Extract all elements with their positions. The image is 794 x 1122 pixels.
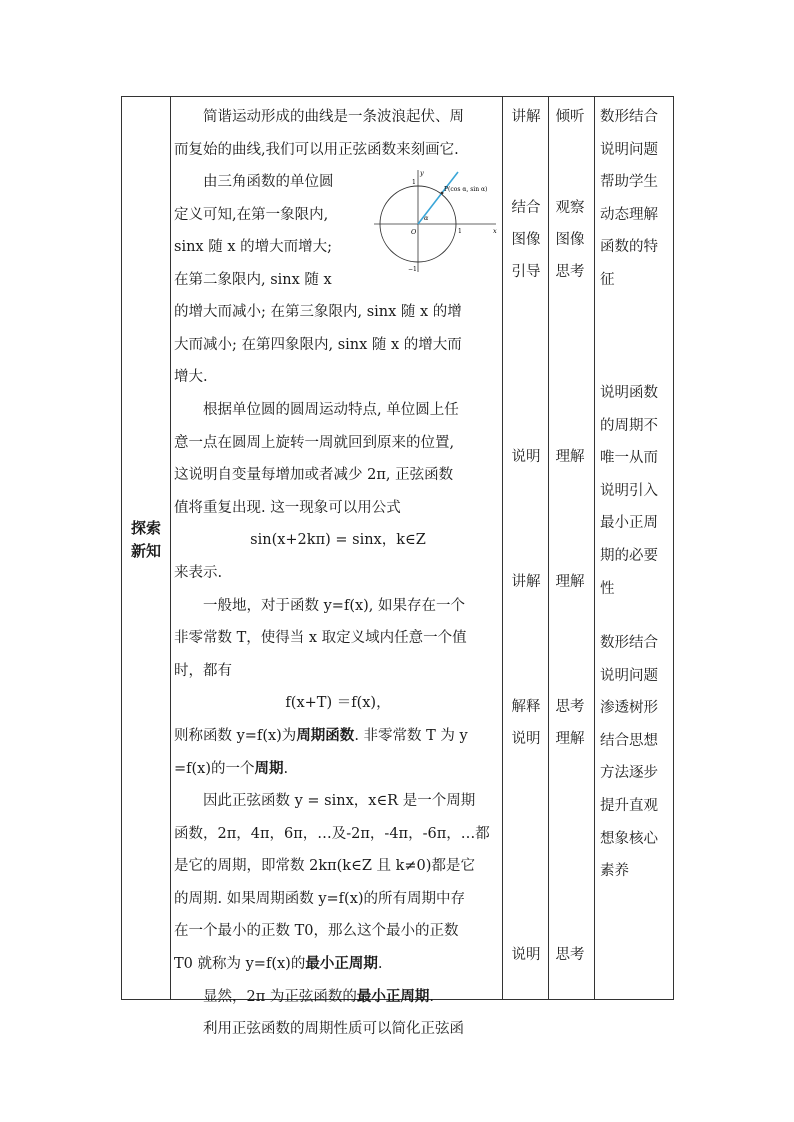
- student-activity: 倾听: [555, 109, 585, 125]
- design-line: 说明问题: [600, 667, 658, 684]
- teacher-activity: 结合: [511, 200, 541, 216]
- text-line: 来表示.: [174, 564, 223, 581]
- design-line: 结合思想: [600, 732, 658, 749]
- design-intent-group-2: [600, 377, 672, 605]
- teacher-activity: 说明: [511, 947, 541, 963]
- unit-circle-block: [174, 166, 502, 296]
- design-line: 素养: [600, 863, 629, 880]
- text-line: [174, 948, 502, 981]
- unit-circle-figure: [372, 166, 500, 276]
- text-line: 利用正弦函数的周期性质可以简化正弦函: [203, 1021, 464, 1038]
- term-periodic-function: 周期函数: [296, 726, 355, 744]
- lesson-table: [121, 96, 674, 1038]
- teacher-activity-column: [506, 97, 546, 999]
- design-line: 征: [600, 271, 615, 288]
- text-line: sinx 随 x 的增大而增大;: [174, 239, 332, 256]
- text-span: . 非零常数 T 为 y: [354, 727, 468, 744]
- student-activity: 理解: [555, 731, 585, 747]
- design-line: 数形结合: [600, 109, 658, 125]
- text-span: =f(x)的一个: [174, 760, 255, 777]
- x-one-label: 1: [458, 228, 462, 236]
- design-line: 唯一从而: [600, 450, 658, 467]
- design-line: 提升直观: [600, 797, 658, 814]
- design-intent-column: [600, 97, 672, 999]
- student-activity: 思考: [555, 947, 585, 963]
- design-intent-group-1: [600, 101, 672, 297]
- circle-text: [174, 166, 374, 296]
- design-line: 渗透树形: [600, 700, 658, 717]
- student-activity: 理解: [555, 574, 585, 590]
- formula-line: sin(x+2kπ) = sinx，k∈Z: [250, 532, 426, 549]
- design-line: 说明问题: [600, 141, 658, 158]
- design-line: 期的必要: [600, 547, 658, 564]
- term-min-period: 最小正周期: [356, 987, 430, 1005]
- text-span: .: [429, 988, 434, 1005]
- text-line: 而复始的曲线,我们可以用正弦函数来刻画它.: [174, 141, 459, 158]
- teacher-activity: 图像: [511, 232, 541, 248]
- student-activity: 理解: [555, 449, 585, 465]
- stage-label-line2: 新知: [130, 542, 161, 560]
- lesson-content: [174, 101, 502, 1046]
- text-line: [174, 720, 502, 753]
- column-divider: [594, 97, 595, 999]
- formula-line: f(x+T) ＝f(x)，: [285, 695, 391, 712]
- student-activity: 思考: [555, 264, 585, 280]
- design-line: 的周期不: [600, 417, 658, 434]
- teacher-activity: 说明: [511, 449, 541, 465]
- y-neg-one-label: −1: [408, 266, 417, 274]
- origin-label: O: [411, 228, 417, 237]
- student-activity: 思考: [555, 699, 585, 715]
- text-line: 的增大而减小; 在第三象限内, sinx 随 x 的增: [174, 304, 462, 321]
- column-divider: [502, 97, 503, 999]
- text-line: [174, 981, 502, 1014]
- student-activity-column: [550, 97, 590, 999]
- text-line: 是它的周期，即常数 2kπ(k∈Z 且 k≠0)都是它: [174, 858, 475, 875]
- design-line: 想象核心: [600, 830, 658, 847]
- text-line: 根据单位圆的圆周运动特点, 单位圆上任: [203, 401, 459, 418]
- stage-label: [122, 517, 170, 563]
- design-line: 最小正周: [600, 515, 658, 532]
- stage-label-line1: 探索: [130, 519, 161, 537]
- text-line: 一般地，对于函数 y=f(x), 如果存在一个: [203, 597, 466, 614]
- text-span: 显然，2π 为正弦函数的: [203, 988, 357, 1005]
- student-activity: 观察: [555, 200, 585, 216]
- text-line: 由三角函数的单位圆: [203, 174, 334, 191]
- teacher-activity: 解释: [511, 699, 541, 715]
- design-intent-group-3: [600, 627, 672, 888]
- text-span: .: [283, 760, 289, 777]
- text-line: 因此正弦函数 y = sinx，x∈R 是一个周期: [203, 793, 476, 810]
- design-line: 方法逐步: [600, 765, 658, 782]
- teacher-activity: 讲解: [511, 574, 541, 590]
- student-activity: 图像: [555, 232, 585, 248]
- point-p: [441, 192, 444, 195]
- term-min-period: 最小正周期: [305, 955, 378, 973]
- teacher-activity: 讲解: [511, 109, 541, 125]
- text-line: 的周期. 如果周期函数 y=f(x)的所有周期中存: [174, 890, 466, 907]
- text-line: 函数，2π，4π，6π，…及-2π，-4π，-6π，…都: [174, 825, 490, 842]
- design-line: 说明引入: [600, 482, 658, 499]
- design-line: 帮助学生: [600, 174, 658, 191]
- design-line: 动态理解: [600, 206, 658, 223]
- text-line: 值将重复出现. 这一现象可以用公式: [174, 499, 401, 516]
- y-label: y: [420, 169, 424, 178]
- text-line: 大而减小; 在第四象限内, sinx 随 x 的增大而: [174, 336, 462, 353]
- term-period: 周期: [254, 759, 284, 777]
- text-line: 时，都有: [174, 662, 232, 679]
- text-line: 定义可知,在第一象限内,: [174, 206, 329, 223]
- text-line: 意一点在圆周上旋转一周就回到原来的位置,: [174, 434, 455, 451]
- text-line: 在一个最小的正数 T0，那么这个最小的正数: [174, 923, 459, 940]
- text-line: 增大.: [174, 369, 208, 386]
- column-divider: [548, 97, 549, 999]
- design-line: 函数的特: [600, 239, 658, 256]
- alpha-label: α: [424, 214, 429, 223]
- text-span: 则称函数 y=f(x)为: [174, 727, 297, 744]
- text-line: 简谐运动形成的曲线是一条波浪起伏、周: [203, 109, 464, 125]
- x-label: x: [493, 227, 497, 236]
- design-line: 数形结合: [600, 635, 658, 651]
- column-divider: [170, 97, 171, 999]
- teacher-activity: 引导: [511, 264, 541, 280]
- point-label: P(cos α, sin α): [444, 186, 488, 194]
- text-span: T0 就称为 y=f(x)的: [174, 956, 306, 973]
- text-span: .: [377, 956, 383, 973]
- text-line: 非零常数 T，使得当 x 取定义域内任意一个值: [174, 630, 467, 647]
- design-line: 说明函数: [600, 385, 658, 401]
- y-one-label: 1: [412, 179, 416, 187]
- teacher-activity: 说明: [511, 731, 541, 747]
- text-line: [174, 753, 502, 786]
- text-line: 这说明自变量每增加或者减少 2π, 正弦函数: [174, 467, 454, 484]
- text-line: 在第二象限内, sinx 随 x: [174, 271, 332, 288]
- design-line: 性: [600, 580, 615, 597]
